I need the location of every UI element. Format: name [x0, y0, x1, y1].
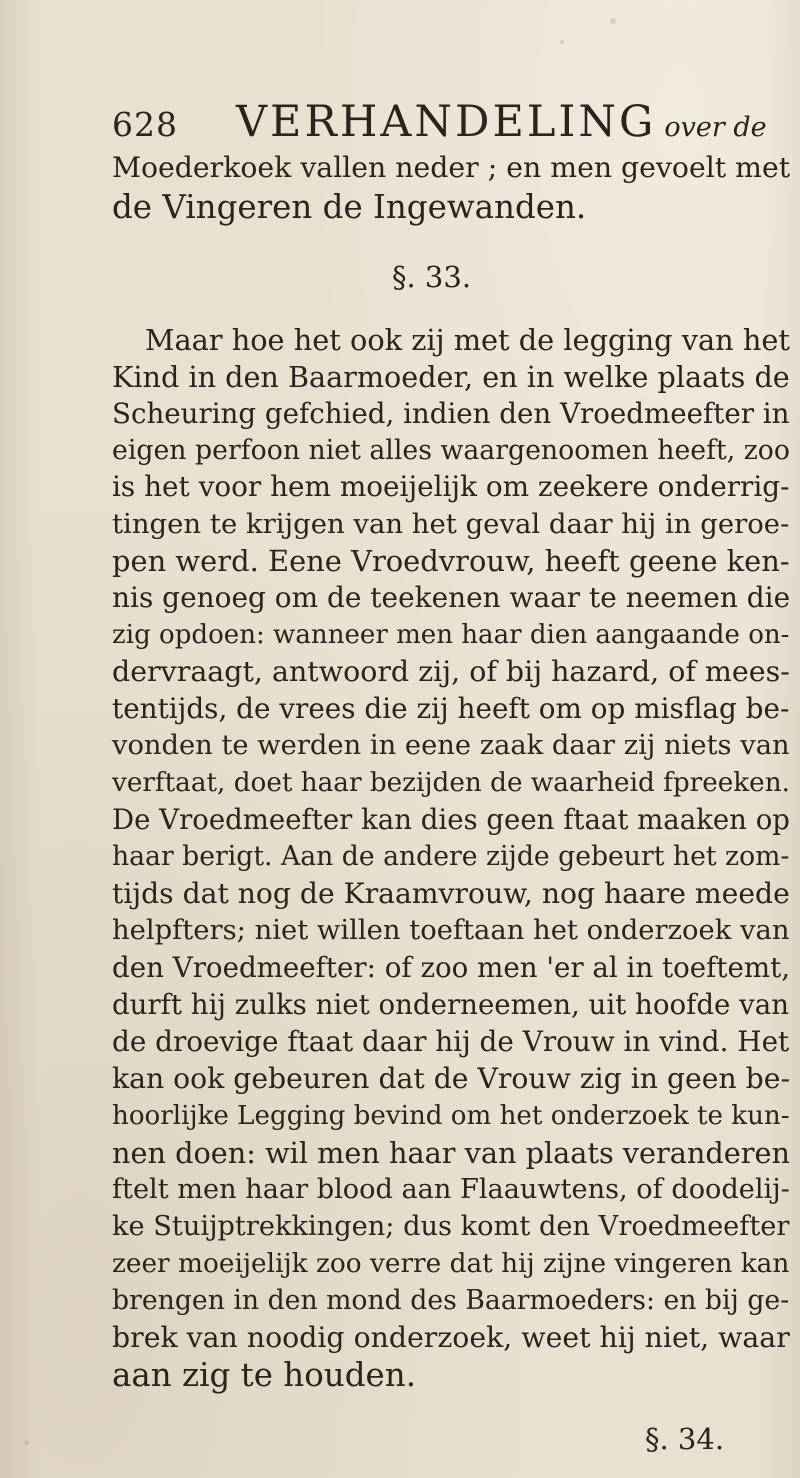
running-title-main: VERHANDELING: [236, 97, 657, 147]
opening-line: de Vingeren de Ingewanden.: [112, 188, 587, 226]
running-header: [112, 97, 767, 149]
paragraph-line: hoorlijke Legging bevind om het onderzoek te kun-: [112, 1101, 790, 1131]
paragraph-line: durft hij zulks niet onderneemen, uit hoofde van: [112, 988, 790, 1021]
paper-speck: [24, 1440, 29, 1445]
paragraph-line: verftaat, doet haar bezijden de waarheid fpreeken.: [112, 768, 790, 798]
paragraph-line: tentijds, de vrees die zij heeft om op misflag be-: [112, 692, 790, 725]
paragraph-line: haar berigt. Aan de andere zijde gebeurt het zom-: [112, 841, 790, 872]
paragraph-line: aan zig te houden.: [112, 1356, 417, 1394]
paragraph-line: den Vroedmeefter: of zoo men 'er al in toeftemt,: [112, 951, 791, 984]
paragraph-line: nis genoeg om de teekenen waar te neemen die: [112, 581, 791, 614]
paragraph-line: zig opdoen: wanneer men haar dien aangaande on-: [112, 620, 790, 650]
paragraph-line: tingen te krijgen van het geval daar hij in geroe-: [112, 508, 790, 540]
paragraph-line: Maar hoe het ook zij met de legging van het: [145, 323, 790, 357]
paper-speck: [610, 18, 616, 24]
paragraph-line: dervraagt, antwoord zij, of bij hazard, of mees-: [112, 655, 790, 688]
page-number: 628: [112, 105, 178, 144]
paragraph-line: brengen in den mond des Baarmoeders: en bij ge-: [112, 1285, 790, 1316]
paragraph-line: Kind in den Baarmoeder, en in welke plaats de: [112, 360, 790, 394]
paragraph-line: zeer moeijelijk zoo verre dat hij zijne vingeren kan: [112, 1249, 790, 1279]
paragraph-line: brek van noodig onderzoek, weet hij niet, waar: [112, 1321, 790, 1354]
paragraph-line: eigen perfoon niet alles waargenoomen heeft, zoo: [112, 435, 790, 466]
running-title-continuation: over de: [664, 112, 767, 143]
paragraph-line: vonden te werden in eene zaak daar zij niets van: [112, 730, 790, 761]
paragraph-line: nen doen: wil men haar van plaats veranderen: [112, 1136, 790, 1170]
section-heading-33: §. 33.: [392, 260, 472, 294]
opening-line: Moederkoek vallen neder ; en men gevoelt met: [112, 151, 791, 184]
paper-speck: [560, 40, 564, 44]
paragraph-line: helpfters; niet willen toeftaan het onderzoek van: [112, 915, 790, 946]
running-title: [236, 97, 767, 147]
paragraph-line: kan ook gebeuren dat de Vrouw zig in geen be-: [112, 1062, 790, 1095]
paragraph-line: Scheuring gefchied, indien den Vroedmeefter in: [112, 397, 790, 430]
paragraph-line: pen werd. Eene Vroedvrouw, heeft geene ken-: [112, 544, 790, 578]
section-heading-34: §. 34.: [645, 1422, 725, 1456]
paragraph-line: ke Stuijptrekkingen; dus komt den Vroedmeefter: [112, 1211, 790, 1242]
paragraph-line: ftelt men haar blood aan Flaauwtens, of doodelij-: [112, 1174, 790, 1205]
paragraph-line: is het voor hem moeijelijk om zeekere onderrig-: [112, 470, 790, 503]
paragraph-line: De Vroedmeefter kan dies geen ftaat maaken op: [112, 803, 790, 836]
paragraph-line: tijds dat nog de Kraamvrouw, nog haare meede: [112, 877, 790, 910]
paragraph-line: de droevige ftaat daar hij de Vrouw in vind. Het: [112, 1025, 790, 1058]
